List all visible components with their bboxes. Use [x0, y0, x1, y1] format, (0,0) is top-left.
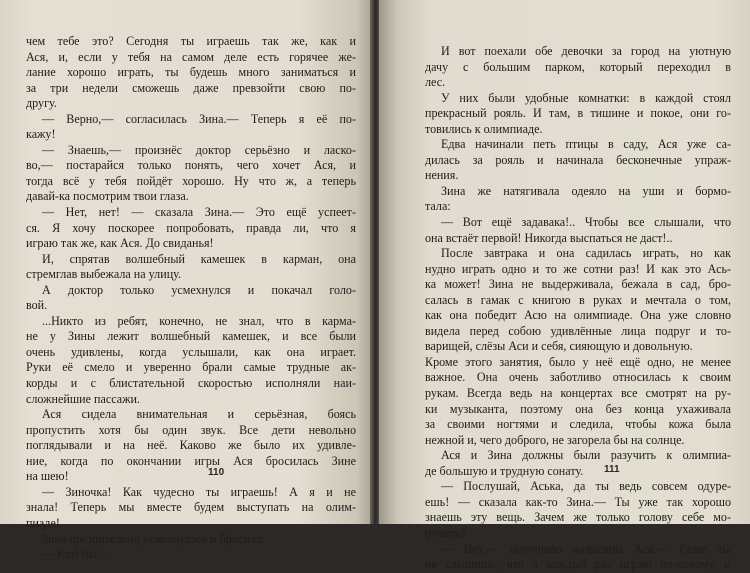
- text-line: — Вот ещё задавака!.. Чтобы все слышали, что: [441, 215, 731, 230]
- text-line: она встаёт первой! Никогда выспаться не даст!..: [425, 230, 673, 245]
- text-line: не слышишь, что я каждый раз играю по-новому, и: [425, 557, 731, 572]
- text-line: тала:: [425, 199, 451, 214]
- text-line: ки музыканта, поэтому она без конца ухаживала: [425, 401, 731, 416]
- text-line: — Зиночка! Как чудесно ты играешь! А я и не: [42, 484, 356, 499]
- text-line: как она победит Асю на олимпиаде. Она уже словно: [425, 308, 731, 323]
- page-number: 111: [604, 464, 620, 475]
- text-line: дачу с большим парком, который переходил в: [425, 59, 731, 74]
- page-number: 110: [208, 467, 225, 478]
- text-line: — Нет,— задумчиво возразила Ася.— Разве ты: [441, 541, 731, 556]
- text-line: Кроме этого занятия, было у неё ещё одно, не менее: [425, 354, 731, 369]
- text-line: варищей, слёзы Аси и себя, сияющую и довольную.: [425, 339, 693, 354]
- right-page-text: [425, 44, 731, 573]
- text-line: рукам. Всегда ведь на концертах все смотрят на ру-: [425, 386, 731, 401]
- text-line: де большую и трудную сонату.: [425, 463, 584, 478]
- text-line: важное. Она очень заботливо относилась к своим: [425, 370, 731, 385]
- text-line: рочить?: [425, 525, 466, 540]
- text-line: чем тебе это? Сегодня ты играешь так же, как и: [26, 34, 356, 48]
- right-page: [379, 0, 750, 572]
- text-line: не у Зины лежит волшебный камешек, и все были: [26, 329, 356, 344]
- text-line: Ася сидела внимательная и серьёзная, боясь: [42, 407, 356, 422]
- text-line: — Верно,— согласилась Зина.— Теперь я её по-: [42, 111, 356, 126]
- text-line: на шею!: [26, 469, 69, 484]
- text-line: пропустить хотя бы один звук. Все дети невольно: [26, 422, 356, 437]
- text-line: вой.: [26, 298, 48, 313]
- text-line: сложнейшие пассажи.: [26, 391, 140, 406]
- text-line: У них были удобные комнатки: в каждой стоял: [441, 90, 731, 105]
- text-line: Зина же натягивала одеяло на уши и бормо-: [441, 183, 731, 198]
- text-line: кажу!: [26, 127, 56, 142]
- text-line: И, спрятав волшебный камешек в карман, она: [42, 251, 356, 266]
- text-line: нения.: [425, 168, 459, 183]
- text-line: играю так же, как Ася. До свиданья!: [26, 236, 214, 251]
- text-line: А доктор только усмехнулся и покачал голо-: [42, 282, 356, 297]
- text-line: салась в гамак с книгою в руках и мечтала о том,: [425, 292, 731, 307]
- text-line: товились к олимпиаде.: [425, 121, 543, 136]
- text-line: После завтрака и она садилась играть, но как: [441, 246, 731, 261]
- text-line: поглядывали и на неё. Каково же было их удивле-: [26, 438, 356, 453]
- text-line: видела перед собою удивлённые лица подруг и то-: [425, 323, 731, 338]
- text-line: — Ещё бы!..: [42, 547, 107, 562]
- text-line: — Нет, нет! — сказала Зина.— Это ещё успеет-: [42, 205, 356, 220]
- text-line: давай-ка посмотрим твои глаза.: [26, 189, 189, 204]
- text-line: пиаде!: [26, 515, 60, 530]
- text-line: ние, когда по окончании игры Ася бросилась Зине: [26, 453, 356, 468]
- text-line: другу.: [26, 96, 57, 111]
- text-line: знала! Теперь мы вместе будем выступать на олим-: [26, 500, 356, 515]
- text-line: — Знаешь,— произнёс доктор серьёзно и ласко-: [42, 142, 356, 157]
- text-line: Едва начинали петь птицы в саду, Ася уже са-: [441, 137, 731, 152]
- text-line: за три недели сможешь даже превзойти свою по-: [26, 80, 356, 95]
- left-page: [0, 0, 372, 562]
- text-line: очень удивлены, когда услышали, как она играет.: [26, 344, 356, 359]
- text-line: И вот поехали обе девочки за город на уютную: [441, 44, 731, 58]
- text-line: прекрасный рояль. И там, в тишине и покое, они го-: [425, 106, 731, 121]
- text-line: нежной и, чего доброго, не загорела бы на солнце.: [425, 432, 685, 447]
- text-line: лание хорошо играть, ты будешь много заниматься и: [26, 65, 356, 80]
- text-line: Руки её смело и уверенно брали самые трудные ак-: [26, 360, 356, 375]
- text-line: ка может! Зина не выдерживала, бежала в сад, бро-: [425, 277, 731, 292]
- text-line: за своими ногтями и следила, чтобы кожа была: [425, 417, 731, 432]
- text-line: — Послушай, Аська, да ты ведь совсем одуре-: [441, 479, 731, 494]
- text-line: Зина презрительно усмехнулась и бросила:: [42, 531, 265, 546]
- text-line: корды и с блистательной скоростью исполняли наи-: [26, 376, 356, 391]
- text-line: знаешь эту вещь. Зачем же только голову себе мо-: [425, 510, 731, 525]
- text-line: нудно играть одно и то же сотни раз! И как это Ась-: [425, 261, 731, 276]
- text-line: стремглав выбежала на улицу.: [26, 267, 182, 282]
- text-line: ся. Я хочу поскорее попробовать, правда ли, что я: [26, 220, 356, 235]
- text-line: Ася, и, если у тебя на самом деле есть горячее же-: [26, 49, 356, 64]
- text-line: ...Никто из ребят, конечно, не знал, что в карма-: [42, 313, 356, 328]
- text-line: тогда всё у тебя пойдёт хорошо. Ну что ж, а теперь: [26, 173, 356, 188]
- text-line: во,— постарайся только понять, чего хочет Ася, и: [26, 158, 356, 173]
- text-line: лес.: [425, 75, 446, 90]
- text-line: Ася и Зина должны были разучить к олимпиа-: [441, 448, 731, 463]
- text-line: ешь! — сказала как-то Зина.— Ты уже так хорошо: [425, 494, 731, 509]
- text-line: дилась за рояль и начинала бесконечные упраж-: [425, 152, 731, 167]
- left-page-text: [26, 34, 356, 563]
